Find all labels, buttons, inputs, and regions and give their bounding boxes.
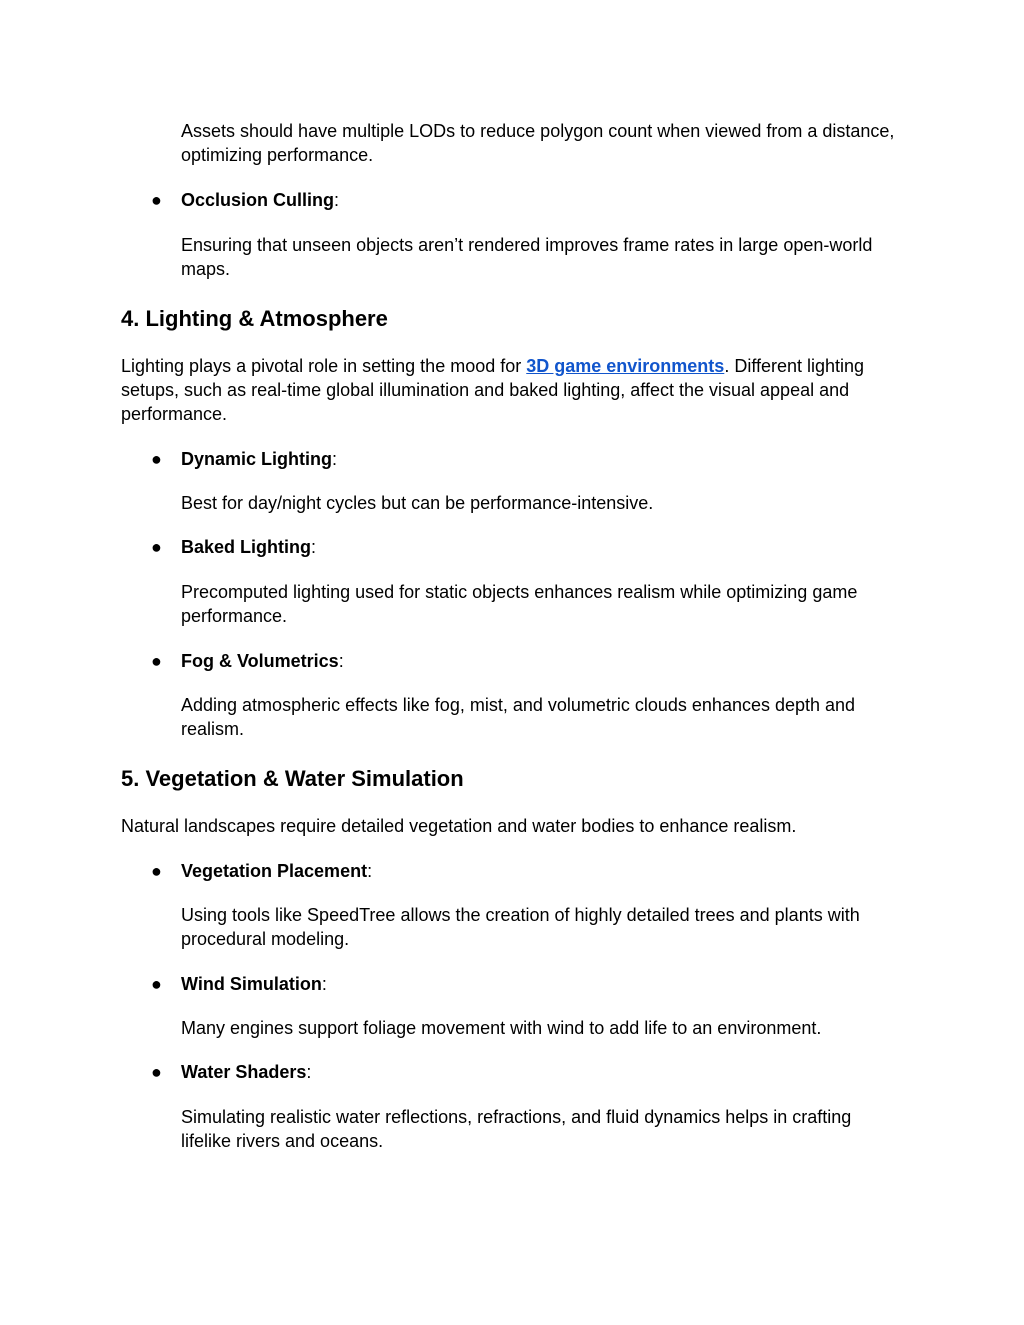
baked-lighting-description: Precomputed lighting used for static objects enhances realism while optimizing game performance.	[181, 582, 858, 626]
term-label: Wind Simulation	[181, 974, 322, 994]
list-item-occlusion-culling	[151, 188, 339, 212]
bullet-icon: ●	[151, 1062, 162, 1082]
fog-volumetrics-description: Adding atmospheric effects like fog, mist, and volumetric clouds enhances depth and realism.	[181, 695, 856, 739]
term-colon: :	[321, 974, 327, 994]
list-item-water-shaders	[151, 1060, 311, 1084]
wind-simulation-description: Many engines support foliage movement with wind to add life to an environment.	[181, 1018, 822, 1038]
term-label: Water Shaders	[181, 1062, 307, 1082]
term-label: Baked Lighting	[181, 537, 311, 557]
term-colon: :	[338, 651, 344, 671]
water-shaders-description: Simulating realistic water reflections, refractions, and fluid dynamics helps in crafting lifelike rivers and oceans.	[181, 1107, 852, 1151]
vegetation-placement-description: Using tools like SpeedTree allows the creation of highly detailed trees and plants with procedural modeling.	[181, 905, 860, 949]
term-label: Fog & Volumetrics	[181, 651, 339, 671]
section-heading-vegetation: 5. Vegetation & Water Simulation	[121, 766, 464, 791]
term-label: Vegetation Placement	[181, 861, 368, 881]
term-colon: :	[367, 861, 373, 881]
term-label: Dynamic Lighting	[181, 449, 333, 469]
list-item-vegetation-placement	[151, 859, 372, 883]
vegetation-intro-paragraph: Natural landscapes require detailed vegetation and water bodies to enhance realism.	[121, 816, 797, 836]
dynamic-lighting-description: Best for day/night cycles but can be performance-intensive.	[181, 493, 654, 513]
term-label: Occlusion Culling	[181, 190, 335, 210]
game-environments-link[interactable]: 3D game environments	[526, 356, 725, 376]
lods-paragraph: Assets should have multiple LODs to reduce polygon count when viewed from a distance, optimizing performance.	[181, 121, 895, 165]
intro-text-before: Lighting plays a pivotal role in setting the mood for	[121, 356, 527, 376]
term-colon: :	[311, 537, 317, 557]
occlusion-description: Ensuring that unseen objects aren’t rendered improves frame rates in large open-world maps.	[181, 235, 873, 279]
list-item-baked-lighting	[151, 535, 316, 559]
section-heading-lighting: 4. Lighting & Atmosphere	[121, 306, 388, 331]
bullet-icon: ●	[151, 449, 162, 469]
term-colon: :	[306, 1062, 312, 1082]
list-item-wind-simulation	[151, 972, 327, 996]
bullet-icon: ●	[151, 861, 162, 881]
list-item-fog-volumetrics	[151, 649, 344, 673]
bullet-icon: ●	[151, 537, 162, 557]
lighting-intro-paragraph	[121, 354, 901, 426]
term-colon: :	[332, 449, 338, 469]
list-item-dynamic-lighting	[151, 447, 337, 471]
bullet-icon: ●	[151, 974, 162, 994]
bullet-icon: ●	[151, 190, 162, 210]
bullet-icon: ●	[151, 651, 162, 671]
intro-text-after: . Different lighting setups, such as real-time global illumination and baked lighting, affect the visual appeal and performance.	[121, 356, 865, 424]
term-colon: :	[334, 190, 340, 210]
